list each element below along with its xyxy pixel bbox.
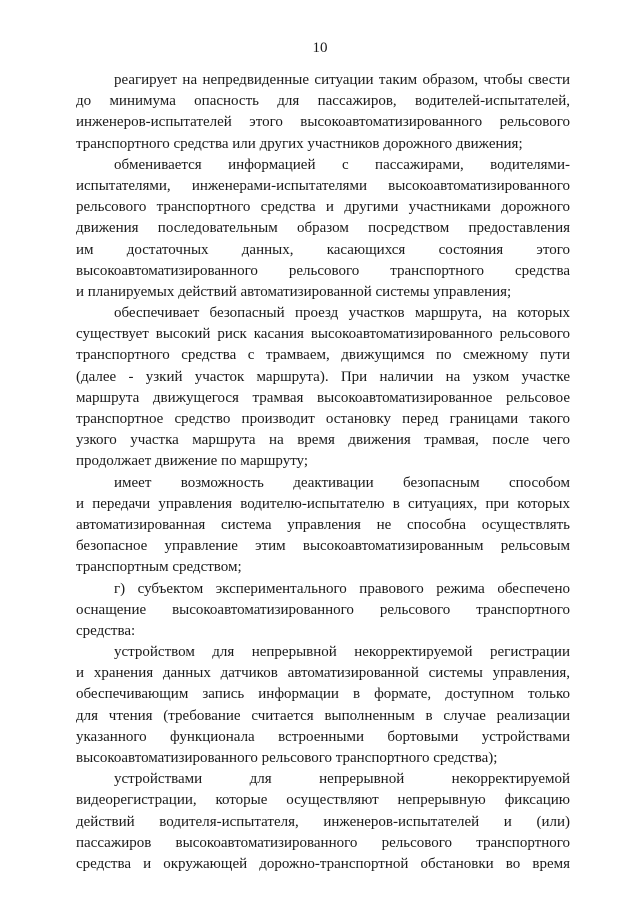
page-number: 10 [312,40,328,56]
paragraph-line: и хранения данных датчиков автоматизированной системы управления, [76,665,570,682]
paragraph-line: испытателями, инженерами-испытателями высокоавтоматизированного [76,177,570,194]
paragraph-line: пассажиров высокоавтоматизированного рельсового транспортного [76,834,570,851]
paragraph [76,155,570,303]
paragraph-line: до минимума опасность для пассажиров, водителей-испытателей, [76,93,570,110]
paragraph-line: автоматизированная система управления не способна осуществлять [76,516,570,533]
paragraph-line: оснащение высокоавтоматизированного рельсового транспортного [76,601,570,618]
paragraph-line: движения последовательным образом посредством предоставления [76,220,570,237]
paragraph [76,579,570,643]
paragraph-line: транспортного средства с трамваем, движущимся по смежному пути [76,347,570,364]
paragraph-line: устройствами для непрерывной некорректируемой [114,771,570,788]
paragraph-line: и планируемых действий автоматизированной системы управления; [76,283,512,300]
paragraph-line: указанного функционала встроенными бортовыми устройствами [76,728,570,745]
paragraph-line: и передачи управления водителю-испытателю в ситуациях, при которых [76,495,570,512]
paragraph-line: действий водителя-испытателя, инженеров-испытателей и (или) [76,813,570,830]
paragraph-line: для чтения (требование считается выполненным в случае реализации [76,707,570,724]
paragraph-line: безопасное управление этим высокоавтоматизированным рельсовым [76,538,570,555]
paragraph-line: рельсового транспортного средства и другими участниками дорожного [76,199,570,216]
document-body [76,70,570,875]
paragraph-line: существует высокий риск касания высокоавтоматизированного рельсового [76,326,570,343]
paragraph-line: им достаточных данных, касающихся состояния этого [76,241,570,258]
paragraph-line: высокоавтоматизированного рельсового транспортного средства [76,262,570,279]
paragraph-line: обеспечивает безопасный проезд участков маршрута, на которых [114,305,570,322]
paragraph-line: средства и окружающей дорожно-транспортной обстановки во время [76,855,570,872]
paragraph-line: узкого участка маршрута на время движения трамвая, после чего [76,432,570,449]
paragraph-line: обеспечивающим запись информации в формате, доступном только [76,686,570,703]
paragraph-line: маршрута движущегося трамвая высокоавтоматизированное рельсовое [76,389,570,406]
paragraph [76,70,570,155]
paragraph-line: имеет возможность деактивации безопасным способом [114,474,570,491]
paragraph-line: обменивается информацией с пассажирами, водителями- [114,156,570,173]
paragraph-line: видеорегистрации, которые осуществляют непрерывную фиксацию [76,792,570,809]
paragraph [76,303,570,473]
paragraph-line: транспортное средство производит остановку перед границами такого [76,411,570,427]
paragraph [76,642,570,769]
paragraph-line: устройством для непрерывной некорректируемой регистрации [114,644,570,661]
paragraph-line: реагирует на непредвиденные ситуации таким образом, чтобы свести [114,72,570,88]
paragraph [76,769,570,875]
paragraph-line: высокоавтоматизированного рельсового транспортного средства); [76,750,498,766]
paragraph [76,473,570,579]
paragraph-line: (далее - узкий участок маршрута). При наличии на узком участке [76,368,570,385]
paragraph-line: транспортным средством; [76,559,242,576]
paragraph-line: г) субъектом экспериментального правового режима обеспечено [114,580,570,597]
paragraph-line: инженеров-испытателей этого высокоавтоматизированного рельсового [76,114,570,131]
paragraph-line: транспортного средства или других участников дорожного движения; [76,135,523,152]
paragraph-line: средства: [76,622,136,639]
paragraph-line: продолжает движение по маршруту; [76,453,309,470]
